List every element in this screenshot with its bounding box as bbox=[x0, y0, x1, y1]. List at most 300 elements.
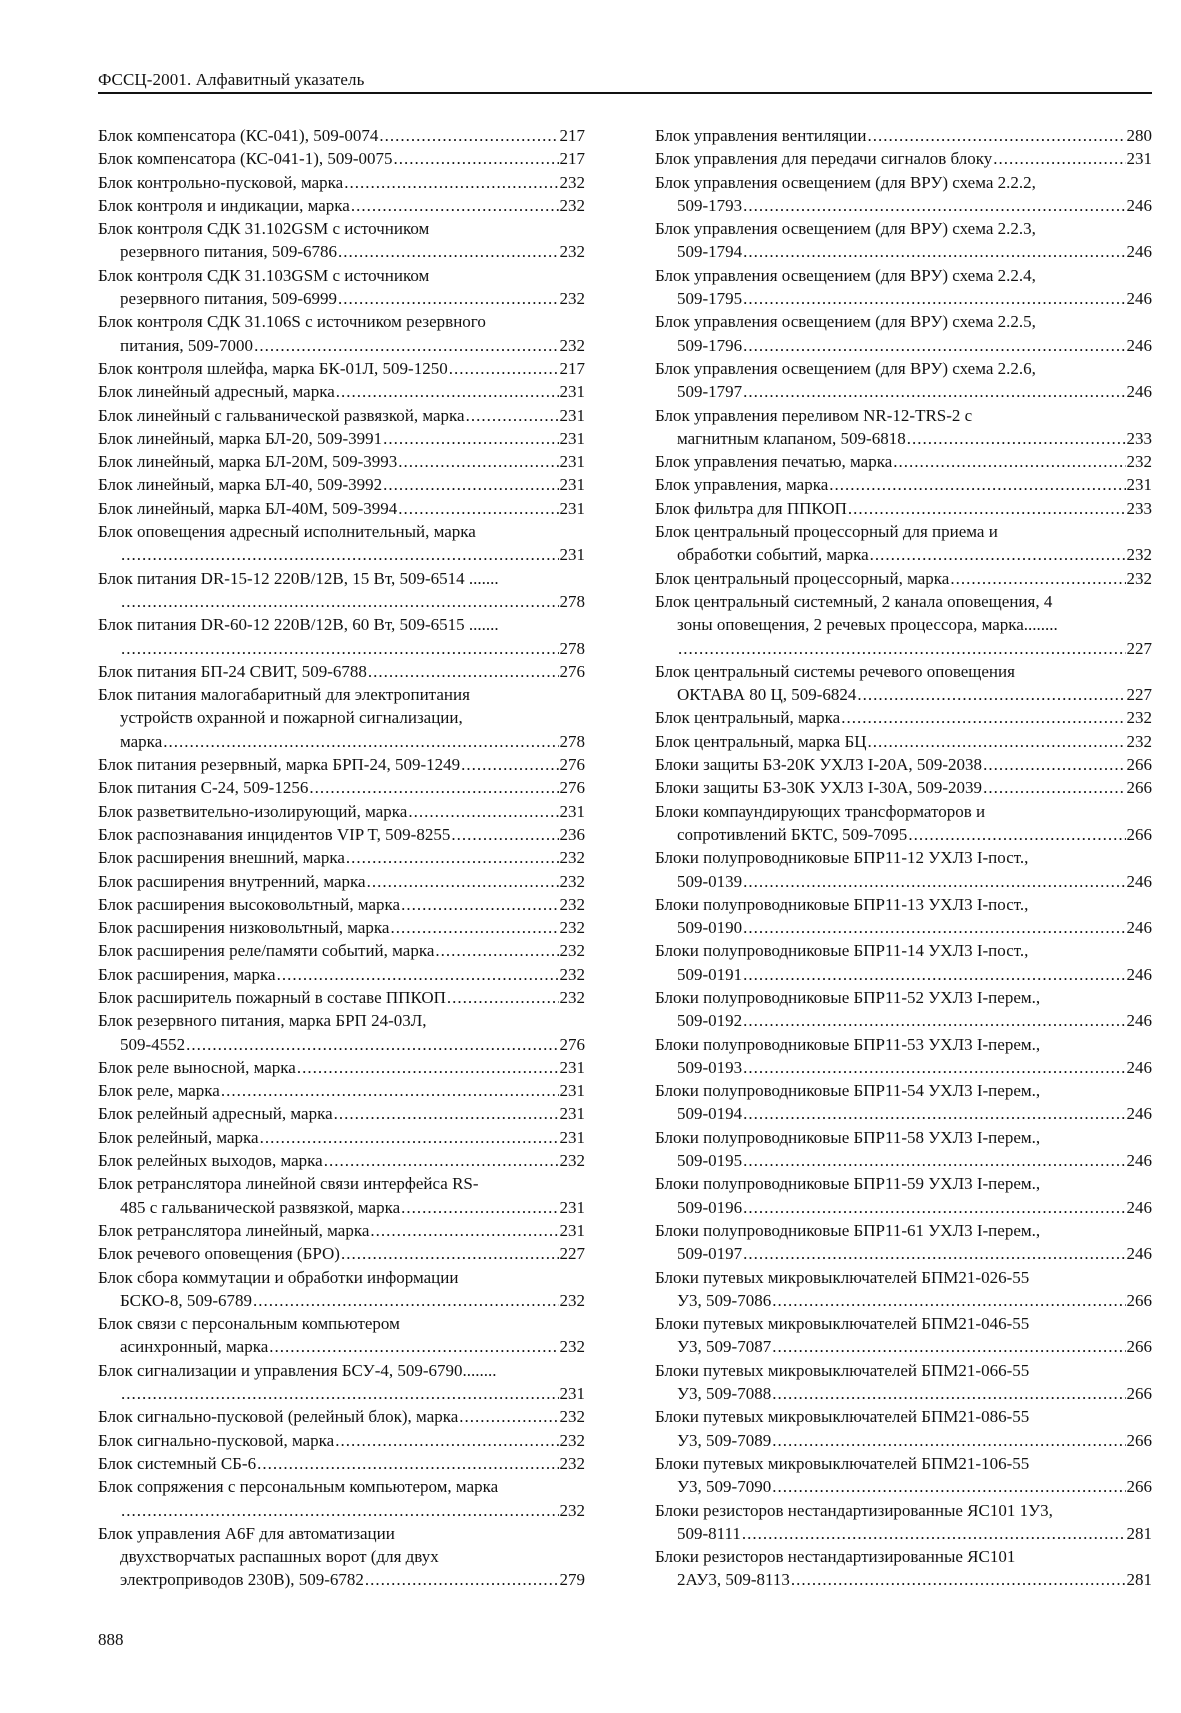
entry-text: Блоки полупроводниковые БПР11-12 УХЛ3 I-пост., bbox=[655, 848, 1029, 868]
dot-leader bbox=[908, 823, 1125, 846]
index-entry-line bbox=[98, 753, 585, 776]
entry-text: Блок сигнализации и управления БСУ-4, 509-6790........ bbox=[98, 1360, 497, 1380]
index-entry-line bbox=[98, 823, 585, 846]
entry-text: Блоки полупроводниковые БПР11-53 УХЛ3 I-перем., bbox=[655, 1034, 1041, 1054]
entry-text: Блок ретранслятора линейной связи интерфейса RS- bbox=[98, 1174, 479, 1194]
index-entry bbox=[98, 310, 585, 357]
index-entry-line bbox=[98, 1499, 585, 1522]
index-entry-line bbox=[655, 660, 1152, 683]
index-entry-line bbox=[98, 124, 585, 147]
index-entry bbox=[98, 147, 585, 170]
dot-leader bbox=[121, 590, 559, 613]
dot-leader bbox=[390, 916, 558, 939]
entry-text: БСКО-8, 509-6789 bbox=[120, 1290, 252, 1310]
entry-text: Блок управления освещением (для ВРУ) схема 2.2.3, bbox=[655, 219, 1036, 239]
index-entry bbox=[98, 264, 585, 311]
index-entry-line bbox=[98, 893, 585, 916]
dot-leader bbox=[344, 171, 558, 194]
entry-page: 266 bbox=[1126, 824, 1152, 844]
entry-page: 266 bbox=[1126, 778, 1152, 798]
dot-leader bbox=[341, 1242, 559, 1265]
entry-page: 246 bbox=[1126, 1151, 1152, 1171]
dot-leader bbox=[743, 1149, 1125, 1172]
dot-leader bbox=[772, 1335, 1125, 1358]
entry-page: 280 bbox=[1126, 126, 1152, 145]
dot-leader bbox=[867, 124, 1125, 147]
entry-text: Блок управления освещением (для ВРУ) схема 2.2.2, bbox=[655, 172, 1036, 192]
index-entry bbox=[655, 310, 1152, 357]
index-entry bbox=[655, 893, 1152, 940]
entry-text: У3, 509-7090 bbox=[677, 1477, 772, 1497]
entry-page: 246 bbox=[1126, 195, 1152, 215]
index-entry bbox=[98, 1475, 585, 1522]
index-entry bbox=[655, 730, 1152, 753]
entry-page: 231 bbox=[559, 1081, 585, 1101]
entry-text: Блоки резисторов нестандартизированные ЯС101 1У3, bbox=[655, 1500, 1053, 1520]
entry-text: Блоки полупроводниковые БПР11-59 УХЛ3 I-перем., bbox=[655, 1174, 1041, 1194]
index-entry-line bbox=[98, 1009, 585, 1032]
entry-text: У3, 509-7086 bbox=[677, 1290, 772, 1310]
index-entry-line bbox=[98, 334, 585, 357]
dot-leader bbox=[983, 753, 1125, 776]
entry-page: 246 bbox=[1126, 964, 1152, 984]
dot-leader bbox=[893, 450, 1125, 473]
entry-page: 276 bbox=[559, 661, 585, 681]
entry-text: Блок линейный, марка БЛ-40, 509-3992 bbox=[98, 475, 383, 495]
entry-page: 232 bbox=[559, 894, 585, 914]
index-entry-line bbox=[655, 637, 1152, 660]
index-entry-line bbox=[655, 543, 1152, 566]
entry-page: 246 bbox=[1126, 1104, 1152, 1124]
index-entry bbox=[655, 590, 1152, 660]
entry-text: марка bbox=[120, 731, 163, 751]
index-entry bbox=[655, 1079, 1152, 1126]
dot-leader bbox=[848, 497, 1126, 520]
index-entry bbox=[655, 800, 1152, 847]
index-entry-line bbox=[98, 240, 585, 263]
index-entry-line bbox=[98, 800, 585, 823]
index-entry bbox=[98, 357, 585, 380]
index-entry bbox=[655, 986, 1152, 1033]
index-entry-line bbox=[655, 1405, 1152, 1428]
index-entry bbox=[655, 520, 1152, 567]
entry-text: резервного питания, 509-6999 bbox=[120, 289, 337, 309]
index-entry bbox=[98, 473, 585, 496]
index-entry bbox=[98, 776, 585, 799]
index-entry-line bbox=[655, 1452, 1152, 1475]
entry-page: 266 bbox=[1126, 1384, 1152, 1404]
index-entry-line bbox=[655, 1499, 1152, 1522]
index-entry-line bbox=[655, 1289, 1152, 1312]
index-entry-line bbox=[98, 1568, 585, 1591]
index-entry-line bbox=[655, 1009, 1152, 1032]
entry-page: 278 bbox=[559, 591, 585, 611]
entry-page: 231 bbox=[559, 498, 585, 518]
entry-text: Блок ретранслятора линейный, марка bbox=[98, 1220, 370, 1240]
entry-text: У3, 509-7087 bbox=[677, 1337, 772, 1357]
index-entry bbox=[98, 124, 585, 147]
dot-leader bbox=[383, 427, 558, 450]
index-entry bbox=[655, 1452, 1152, 1499]
entry-text: Блок центральный системы речевого оповещения bbox=[655, 661, 1015, 681]
index-entry bbox=[98, 753, 585, 776]
dot-leader bbox=[408, 800, 558, 823]
entry-page: 232 bbox=[1126, 452, 1152, 472]
index-entry-line bbox=[655, 706, 1152, 729]
entry-page: 266 bbox=[1126, 1477, 1152, 1497]
entry-text: Блоки путевых микровыключателей БПМ21-026-55 bbox=[655, 1267, 1030, 1287]
entry-page: 231 bbox=[559, 801, 585, 821]
entry-page: 231 bbox=[559, 1220, 585, 1240]
index-entry-line bbox=[98, 1289, 585, 1312]
index-entry-line bbox=[98, 846, 585, 869]
entry-page: 246 bbox=[1126, 382, 1152, 402]
entry-text: Блок расширения высоковольтный, марка bbox=[98, 894, 401, 914]
entry-text: Блок управления вентиляции bbox=[655, 126, 867, 145]
index-entry-line bbox=[655, 1172, 1152, 1195]
index-entry-line bbox=[655, 1196, 1152, 1219]
entry-text: Блок контроля и индикации, марка bbox=[98, 195, 350, 215]
dot-leader bbox=[221, 1079, 559, 1102]
index-entry-line bbox=[655, 380, 1152, 403]
index-entry bbox=[98, 1266, 585, 1313]
index-entry bbox=[655, 497, 1152, 520]
entry-page: 278 bbox=[559, 638, 585, 658]
entry-page: 231 bbox=[559, 382, 585, 402]
index-entry bbox=[98, 1219, 585, 1242]
entry-text: Блок сопряжения с персональным компьютером, марка bbox=[98, 1477, 499, 1497]
dot-leader bbox=[370, 1219, 558, 1242]
entry-page: 276 bbox=[559, 1034, 585, 1054]
index-entry-line bbox=[98, 683, 585, 706]
index-entry-line bbox=[655, 1079, 1152, 1102]
index-entry-line bbox=[655, 1219, 1152, 1242]
dot-leader bbox=[466, 404, 559, 427]
index-entry-line bbox=[655, 1382, 1152, 1405]
index-entry-line bbox=[98, 473, 585, 496]
dot-leader bbox=[451, 823, 558, 846]
index-entry-line bbox=[655, 264, 1152, 287]
entry-text: Блок управления переливом NR-12-TRS-2 с bbox=[655, 405, 973, 425]
index-entry-line bbox=[98, 1033, 585, 1056]
index-entry bbox=[98, 380, 585, 403]
dot-leader bbox=[950, 567, 1125, 590]
entry-page: 281 bbox=[1126, 1570, 1152, 1590]
dot-leader bbox=[351, 194, 559, 217]
entry-text: 509-0196 bbox=[677, 1197, 743, 1217]
index-entry-line bbox=[655, 613, 1152, 636]
index-entry-line bbox=[98, 1149, 585, 1172]
dot-leader bbox=[394, 147, 559, 170]
index-entry bbox=[98, 1149, 585, 1172]
index-entry-line bbox=[98, 450, 585, 473]
index-entry-line bbox=[98, 660, 585, 683]
dot-leader bbox=[269, 1335, 558, 1358]
index-entry bbox=[655, 171, 1152, 218]
entry-text: Блок компенсатора (КС-041-1), 509-0075 bbox=[98, 149, 393, 169]
entry-text: зоны оповещения, 2 речевых процессора, марка........ bbox=[677, 615, 1058, 635]
entry-page: 232 bbox=[559, 195, 585, 215]
index-entry bbox=[98, 1056, 585, 1079]
index-entry-line bbox=[98, 1475, 585, 1498]
entry-text: Блок резервного питания, марка БРП 24-03Л, bbox=[98, 1011, 427, 1031]
entry-page: 231 bbox=[1126, 149, 1152, 169]
entry-page: 266 bbox=[1126, 1430, 1152, 1450]
index-entry-line bbox=[655, 147, 1152, 170]
dot-leader bbox=[186, 1033, 558, 1056]
entry-page: 232 bbox=[559, 242, 585, 262]
index-entry bbox=[655, 1359, 1152, 1406]
index-entry bbox=[98, 194, 585, 217]
entry-text: 509-0139 bbox=[677, 871, 743, 891]
index-entry-line bbox=[98, 637, 585, 660]
entry-page: 231 bbox=[1126, 475, 1152, 495]
index-entry-line bbox=[655, 683, 1152, 706]
dot-leader bbox=[383, 473, 558, 496]
index-entry-line bbox=[655, 567, 1152, 590]
entry-text: Блоки защиты БЗ-30К УХЛ3 I-30А, 509-2039 bbox=[655, 778, 983, 798]
entry-text: двухстворчатых распашных ворот (для двух bbox=[120, 1547, 439, 1567]
entry-page: 232 bbox=[559, 987, 585, 1007]
index-entry bbox=[98, 171, 585, 194]
index-entry bbox=[98, 1009, 585, 1056]
entry-page: 231 bbox=[559, 452, 585, 472]
entry-page: 231 bbox=[559, 545, 585, 565]
index-entry-line bbox=[98, 1266, 585, 1289]
entry-text: Блок управления освещением (для ВРУ) схема 2.2.5, bbox=[655, 312, 1036, 332]
entry-page: 227 bbox=[559, 1244, 585, 1264]
index-entry-line bbox=[655, 1033, 1152, 1056]
entry-text: Блок питания БП-24 СВИТ, 509-6788 bbox=[98, 661, 367, 681]
index-entry bbox=[98, 963, 585, 986]
entry-text: Блоки резисторов нестандартизированные ЯС101 bbox=[655, 1547, 1016, 1567]
entry-page: 227 bbox=[1126, 685, 1152, 705]
index-entry-line bbox=[98, 1102, 585, 1125]
entry-text: Блок связи с персональным компьютером bbox=[98, 1314, 400, 1334]
dot-leader bbox=[743, 1196, 1125, 1219]
dot-leader bbox=[401, 893, 558, 916]
entry-text: Блок управления освещением (для ВРУ) схема 2.2.4, bbox=[655, 265, 1036, 285]
index-entry-line bbox=[98, 1079, 585, 1102]
index-entry bbox=[655, 1499, 1152, 1546]
entry-text: Блок фильтра для ППКОП bbox=[655, 498, 847, 518]
entry-text: Блоки путевых микровыключателей БПМ21-086-55 bbox=[655, 1407, 1030, 1427]
dot-leader bbox=[368, 660, 559, 683]
entry-page: 246 bbox=[1126, 289, 1152, 309]
index-entry-line bbox=[655, 1429, 1152, 1452]
index-entry bbox=[98, 1405, 585, 1428]
entry-page: 231 bbox=[559, 1384, 585, 1404]
entry-text: Блок центральный, марка bbox=[655, 708, 841, 728]
entry-text: Блок расширения низковольтный, марка bbox=[98, 918, 390, 938]
index-entry bbox=[98, 1102, 585, 1125]
index-entry-line bbox=[98, 1522, 585, 1545]
entry-page: 232 bbox=[1126, 545, 1152, 565]
entry-page: 232 bbox=[1126, 731, 1152, 751]
entry-page: 279 bbox=[559, 1570, 585, 1590]
entry-text: Блок управления, марка bbox=[655, 475, 829, 495]
entry-text: Блок релейных выходов, марка bbox=[98, 1151, 323, 1171]
index-entry-line bbox=[655, 916, 1152, 939]
dot-leader bbox=[743, 963, 1125, 986]
dot-leader bbox=[743, 1009, 1125, 1032]
dot-leader bbox=[338, 240, 559, 263]
entry-text: Блок управления печатью, марка bbox=[655, 452, 893, 472]
index-entry-line bbox=[655, 753, 1152, 776]
index-entry bbox=[655, 753, 1152, 776]
dot-leader bbox=[121, 543, 559, 566]
index-entry-line bbox=[655, 846, 1152, 869]
dot-leader bbox=[365, 1568, 559, 1591]
entry-text: Блок релейный, марка bbox=[98, 1127, 259, 1147]
index-entry-line bbox=[655, 1568, 1152, 1591]
index-entry-line bbox=[655, 963, 1152, 986]
entry-page: 232 bbox=[1126, 568, 1152, 588]
entry-text: Блок компенсатора (КС-041), 509-0074 bbox=[98, 126, 379, 145]
index-entry bbox=[655, 1545, 1152, 1592]
entry-text: Блок питания DR-60-12 220В/12В, 60 Вт, 509-6515 ....... bbox=[98, 615, 499, 635]
entry-text: 509-0191 bbox=[677, 964, 743, 984]
index-entry-line bbox=[98, 171, 585, 194]
dot-leader bbox=[772, 1429, 1125, 1452]
entry-text: 509-1794 bbox=[677, 242, 743, 262]
index-entry-line bbox=[655, 1335, 1152, 1358]
index-entry bbox=[98, 1429, 585, 1452]
entry-text: Блок распознавания инцидентов VIP T, 509-8255 bbox=[98, 824, 451, 844]
entry-text: Блок линейный с гальванической развязкой, марка bbox=[98, 405, 465, 425]
index-entry bbox=[98, 660, 585, 683]
dot-leader bbox=[743, 287, 1125, 310]
index-entry bbox=[655, 939, 1152, 986]
dot-leader bbox=[461, 753, 558, 776]
entry-page: 281 bbox=[1126, 1523, 1152, 1543]
index-entry bbox=[655, 1126, 1152, 1173]
entry-text: Блок релейный адресный, марка bbox=[98, 1104, 333, 1124]
dot-leader bbox=[743, 1102, 1125, 1125]
entry-page: 232 bbox=[559, 848, 585, 868]
entry-page: 232 bbox=[559, 1151, 585, 1171]
running-header bbox=[98, 68, 1152, 94]
dot-leader bbox=[398, 450, 558, 473]
index-entry-line bbox=[655, 404, 1152, 427]
entry-text: Блок реле, марка bbox=[98, 1081, 220, 1101]
index-entry-line bbox=[655, 194, 1152, 217]
entry-text: 509-1793 bbox=[677, 195, 743, 215]
index-entry-line bbox=[98, 427, 585, 450]
entry-text: асинхронный, марка bbox=[120, 1337, 269, 1357]
entry-text: Блок центральный, марка БЦ bbox=[655, 731, 867, 751]
dot-leader bbox=[772, 1382, 1125, 1405]
index-entry bbox=[98, 939, 585, 962]
index-entry bbox=[98, 1452, 585, 1475]
entry-page: 232 bbox=[559, 964, 585, 984]
index-entry-line bbox=[98, 1429, 585, 1452]
index-entry bbox=[98, 404, 585, 427]
dot-leader bbox=[743, 870, 1125, 893]
index-entry-line bbox=[655, 776, 1152, 799]
entry-text: Блок сбора коммутации и обработки информации bbox=[98, 1267, 459, 1287]
entry-text: Блок линейный, марка БЛ-20М, 509-3993 bbox=[98, 452, 398, 472]
entry-text: Блок контроля СДК 31.102GSM с источником bbox=[98, 219, 430, 239]
entry-text: Блоки полупроводниковые БПР11-58 УХЛ3 I-перем., bbox=[655, 1127, 1041, 1147]
dot-leader bbox=[297, 1056, 559, 1079]
dot-leader bbox=[338, 287, 559, 310]
page-number: 888 bbox=[98, 1630, 124, 1649]
index-entry bbox=[98, 567, 585, 614]
entry-page: 246 bbox=[1126, 1197, 1152, 1217]
entry-text: Блок контроля СДК 31.103GSM с источником bbox=[98, 265, 430, 285]
entry-text: У3, 509-7089 bbox=[677, 1430, 772, 1450]
entry-page: 232 bbox=[559, 1337, 585, 1357]
index-entry-line bbox=[98, 497, 585, 520]
entry-page: 217 bbox=[559, 149, 585, 169]
entry-text: Блок сигнально-пусковой (релейный блок), марка bbox=[98, 1407, 459, 1427]
dot-leader bbox=[678, 637, 1126, 660]
index-entry-line bbox=[655, 124, 1152, 147]
index-entry-line bbox=[98, 1545, 585, 1568]
entry-text: Блок питания DR-15-12 220В/12В, 15 Вт, 509-6514 ....... bbox=[98, 568, 499, 588]
index-entry bbox=[655, 660, 1152, 707]
entry-page: 246 bbox=[1126, 1057, 1152, 1077]
index-entry-line bbox=[98, 1359, 585, 1382]
entry-text: 509-8111 bbox=[677, 1523, 741, 1543]
index-entry-line bbox=[655, 171, 1152, 194]
dot-leader bbox=[772, 1289, 1125, 1312]
entry-page: 232 bbox=[559, 289, 585, 309]
entry-page: 232 bbox=[559, 172, 585, 192]
index-entry-line bbox=[98, 310, 585, 333]
index-entry-line bbox=[655, 893, 1152, 916]
entry-text: Блок контрольно-пусковой, марка bbox=[98, 172, 344, 192]
index-entry-line bbox=[98, 287, 585, 310]
entry-text: Блок расширения внутренний, марка bbox=[98, 871, 366, 891]
entry-text: Блок оповещения адресный исполнительный, марка bbox=[98, 522, 476, 542]
dot-leader bbox=[163, 730, 558, 753]
dot-leader bbox=[449, 357, 559, 380]
index-entry bbox=[655, 1266, 1152, 1313]
entry-page: 232 bbox=[559, 1430, 585, 1450]
dot-leader bbox=[870, 543, 1126, 566]
dot-leader bbox=[993, 147, 1125, 170]
entry-text: Блоки путевых микровыключателей БПМ21-106-55 bbox=[655, 1453, 1030, 1473]
index-entry-line bbox=[98, 1196, 585, 1219]
index-entry bbox=[98, 916, 585, 939]
entry-text: Блок управления A6F для автоматизации bbox=[98, 1523, 395, 1543]
entry-text: обработки событий, марка bbox=[677, 545, 869, 565]
dot-leader bbox=[335, 1429, 558, 1452]
entry-text: 509-1795 bbox=[677, 289, 743, 309]
dot-leader bbox=[435, 939, 558, 962]
index-entry bbox=[98, 1079, 585, 1102]
entry-page: 232 bbox=[559, 941, 585, 961]
dot-leader bbox=[772, 1475, 1125, 1498]
index-entry bbox=[655, 264, 1152, 311]
entry-text: Блоки полупроводниковые БПР11-61 УХЛ3 I-перем., bbox=[655, 1220, 1041, 1240]
index-entry bbox=[98, 893, 585, 916]
dot-leader bbox=[742, 1522, 1126, 1545]
entry-page: 232 bbox=[559, 918, 585, 938]
entry-text: 509-0197 bbox=[677, 1244, 743, 1264]
entry-page: 227 bbox=[1126, 638, 1152, 658]
index-entry bbox=[98, 870, 585, 893]
dot-leader bbox=[121, 637, 559, 660]
index-entry-line bbox=[655, 986, 1152, 1009]
index-entry-line bbox=[655, 357, 1152, 380]
entry-page: 276 bbox=[559, 778, 585, 798]
index-entry-line bbox=[98, 613, 585, 636]
dot-leader bbox=[324, 1149, 559, 1172]
index-entry-line bbox=[98, 543, 585, 566]
